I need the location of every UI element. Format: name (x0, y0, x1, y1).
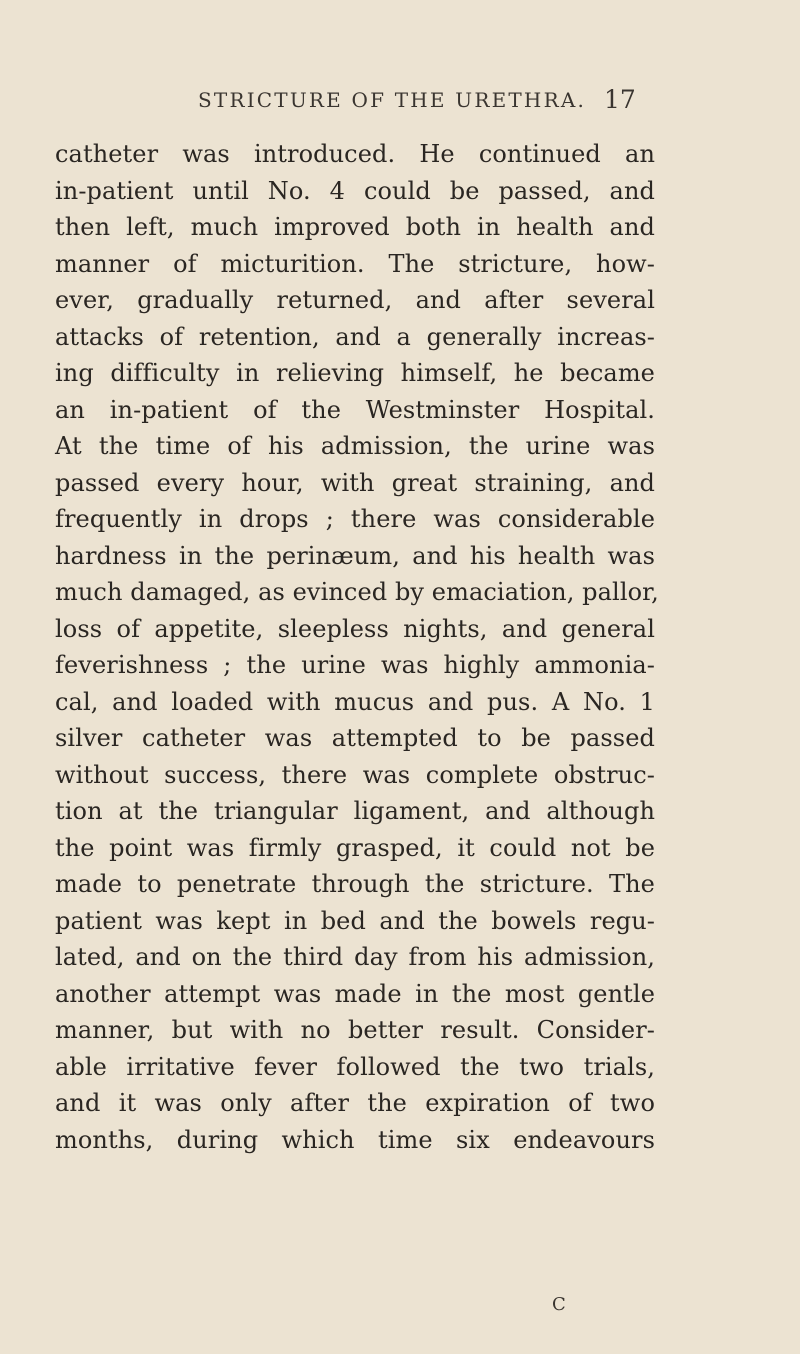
signature-mark: C (552, 1294, 566, 1315)
text-line: another attempt was made in the most gentle (55, 979, 655, 1008)
text-line: patient was kept in bed and the bowels regu- (55, 906, 655, 935)
text-line: lated, and on the third day from his admission, (55, 943, 655, 971)
text-line: feverishness ; the urine was highly ammonia- (55, 651, 655, 679)
text-line: attacks of retention, and a generally increas- (55, 322, 655, 351)
text-line: and it was only after the expiration of two (55, 1089, 655, 1117)
text-line: At the time of his admission, the urine was (55, 432, 655, 460)
text-line: months, during which time six endeavours (55, 1125, 655, 1154)
text-line: ing difficulty in relieving himself, he became (55, 359, 655, 387)
text-line: manner, but with no better result. Consider- (55, 1016, 655, 1044)
text-line: manner of micturition. The stricture, how- (55, 249, 655, 278)
text-line: hardness in the perinæum, and his health was (55, 541, 655, 570)
running-head (0, 85, 800, 128)
body-text (55, 136, 659, 1158)
text-line: tion at the triangular ligament, and although (55, 797, 655, 825)
text-line: the point was firmly grasped, it could not be (55, 833, 655, 862)
text-line: then left, much improved both in health and (55, 213, 655, 241)
page-number: 17 (604, 85, 636, 114)
text-line: able irritative fever followed the two trials, (55, 1052, 655, 1081)
text-line: ever, gradually returned, and after several (55, 286, 655, 314)
text-line: loss of appetite, sleepless nights, and general (55, 614, 655, 643)
text-line: silver catheter was attempted to be passed (55, 724, 655, 752)
text-line: made to penetrate through the stricture. The (55, 870, 655, 898)
text-line: without success, there was complete obstruc- (55, 760, 655, 789)
text-line: frequently in drops ; there was considerable (55, 505, 655, 533)
text-line: much damaged, as evinced by emaciation, pallor, (55, 578, 659, 606)
running-title: STRICTURE OF THE URETHRA. (198, 88, 587, 112)
text-line: passed every hour, with great straining, and (55, 468, 655, 497)
text-line: catheter was introduced. He continued an (55, 140, 655, 168)
text-line: an in-patient of the Westminster Hospital. (55, 395, 655, 424)
text-line: cal, and loaded with mucus and pus. A No. 1 (55, 687, 655, 716)
text-line: in-patient until No. 4 could be passed, and (55, 176, 655, 205)
